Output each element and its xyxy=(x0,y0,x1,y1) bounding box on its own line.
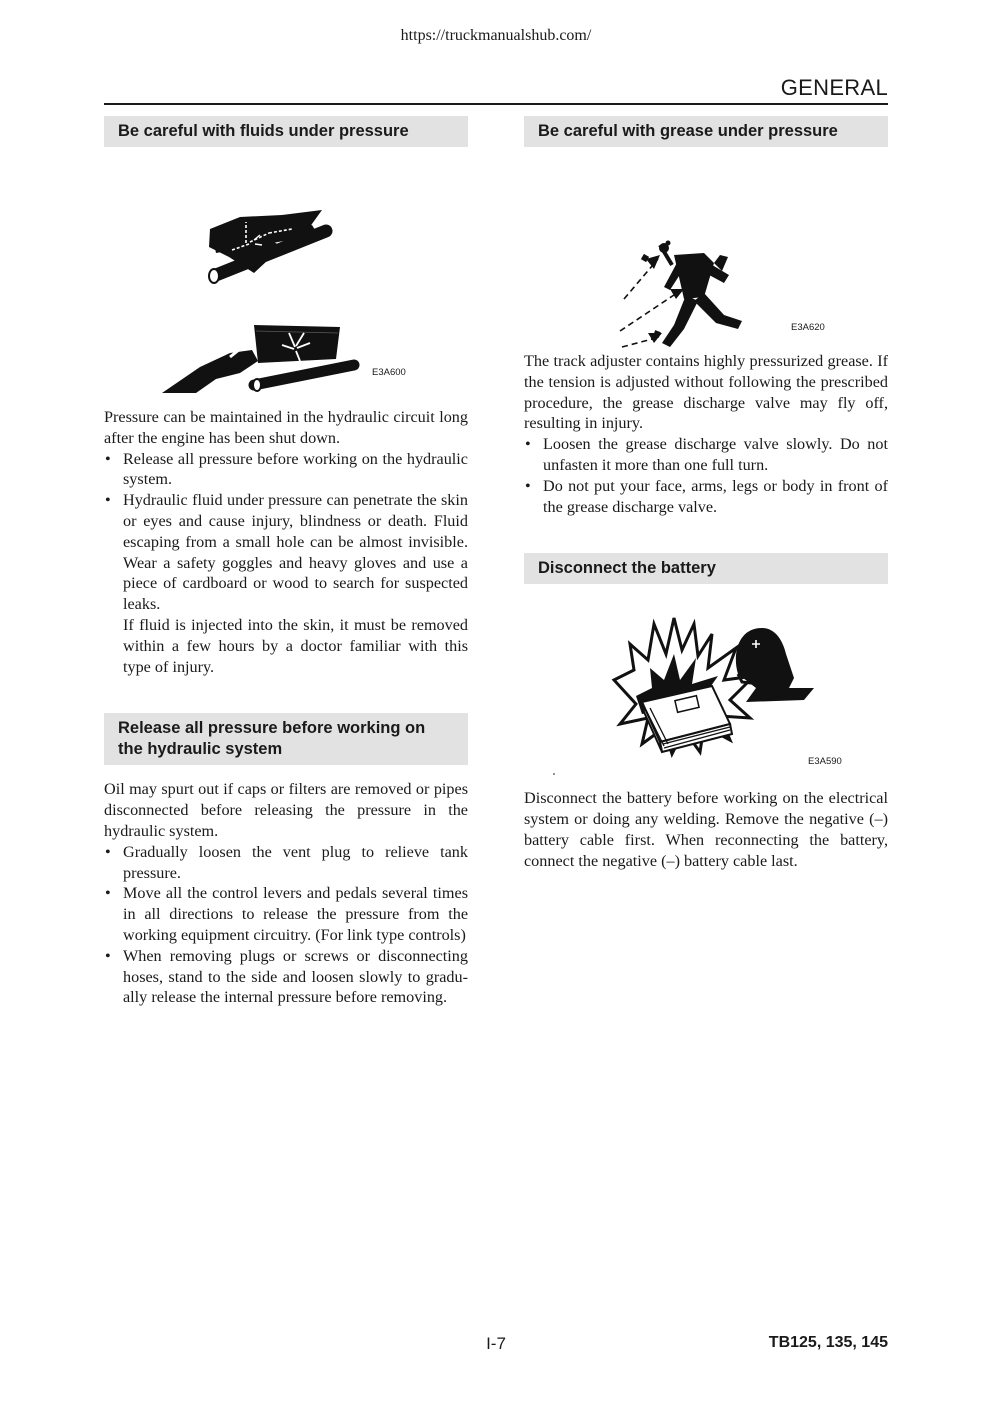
flying-valve-icon xyxy=(524,147,888,351)
list-item: • Release all pressure before working on the hydraulic system. xyxy=(104,449,468,491)
list-item-text: • Hydraulic fluid under pressure can penetrate the skin or eyes and cause injury, blindness or death. Fluid escaping from a small hole can be almost invisible. Wear a safety goggles and heavy gloves and use a piece of cardboard or wood to search for suspected leaks. xyxy=(123,491,468,614)
battery-heading: Disconnect the battery xyxy=(524,553,888,584)
fluids-bullets xyxy=(104,449,468,678)
fluids-figure-code: E3A600 xyxy=(372,367,406,378)
list-item: • Do not put your face, arms, legs or body in front of the grease discharge valve. xyxy=(524,476,888,518)
battery-figure xyxy=(524,584,888,784)
header-rule xyxy=(104,103,888,105)
grease-intro: The track adjuster contains highly pressurized grease. If the tension is adjusted without following the prescribed procedure, the grease discharge valve may fly off, resulting in injury. xyxy=(524,352,888,433)
left-column xyxy=(104,116,468,1008)
battery-figure-code: E3A590 xyxy=(808,756,842,768)
battery-explosion-icon xyxy=(524,584,888,784)
grease-figure-code: E3A620 xyxy=(791,322,825,333)
section-title: GENERAL xyxy=(780,75,888,100)
list-item: • Move all the control levers and pedals several times in all directions to release the pressure from the working equipment circuitry. (For link type controls) xyxy=(104,883,468,945)
release-bullets xyxy=(104,842,468,1008)
right-column xyxy=(524,116,888,872)
list-item: • When removing plugs or screws or disconnecting hoses, stand to the side and loosen slowly to gradually release the internal pressure before removing. xyxy=(104,946,468,1008)
grease-heading: Be careful with grease under pressure xyxy=(524,116,888,147)
hand-fluid-leak-icon xyxy=(104,147,468,395)
release-heading: Release all pressure before working on the hydraulic system xyxy=(104,713,468,765)
grease-figure xyxy=(524,147,888,351)
list-item xyxy=(104,490,468,677)
list-item-note: If fluid is injected into the skin, it must be removed within a few hours by a doctor familiar with this type of injury. xyxy=(123,615,468,676)
fluids-figure xyxy=(104,147,468,395)
page-number: I-7 xyxy=(486,1334,506,1353)
list-item: • Gradually loosen the vent plug to relieve tank pressure. xyxy=(104,842,468,884)
release-intro: Oil may spurt out if caps or filters are removed or pipes disconnected before releasing the pressure in the hydraulic system. xyxy=(104,780,468,840)
model-number: TB125, 135, 145 xyxy=(768,1334,888,1351)
source-url: https://truckmanualshub.com/ xyxy=(400,27,592,44)
battery-text: Disconnect the battery before working on the electrical system or doing any welding. Remove the negative (–) battery cable first. When reconnecting the battery, connect the negative (–) battery cable last. xyxy=(524,789,888,870)
list-item: • Loosen the grease discharge valve slowly. Do not unfasten it more than one full turn. xyxy=(524,434,888,476)
fluids-intro: Pressure can be maintained in the hydraulic circuit long after the engine has been shut down. xyxy=(104,408,468,447)
fluids-heading: Be careful with fluids under pressure xyxy=(104,116,468,147)
grease-bullets xyxy=(524,434,888,517)
